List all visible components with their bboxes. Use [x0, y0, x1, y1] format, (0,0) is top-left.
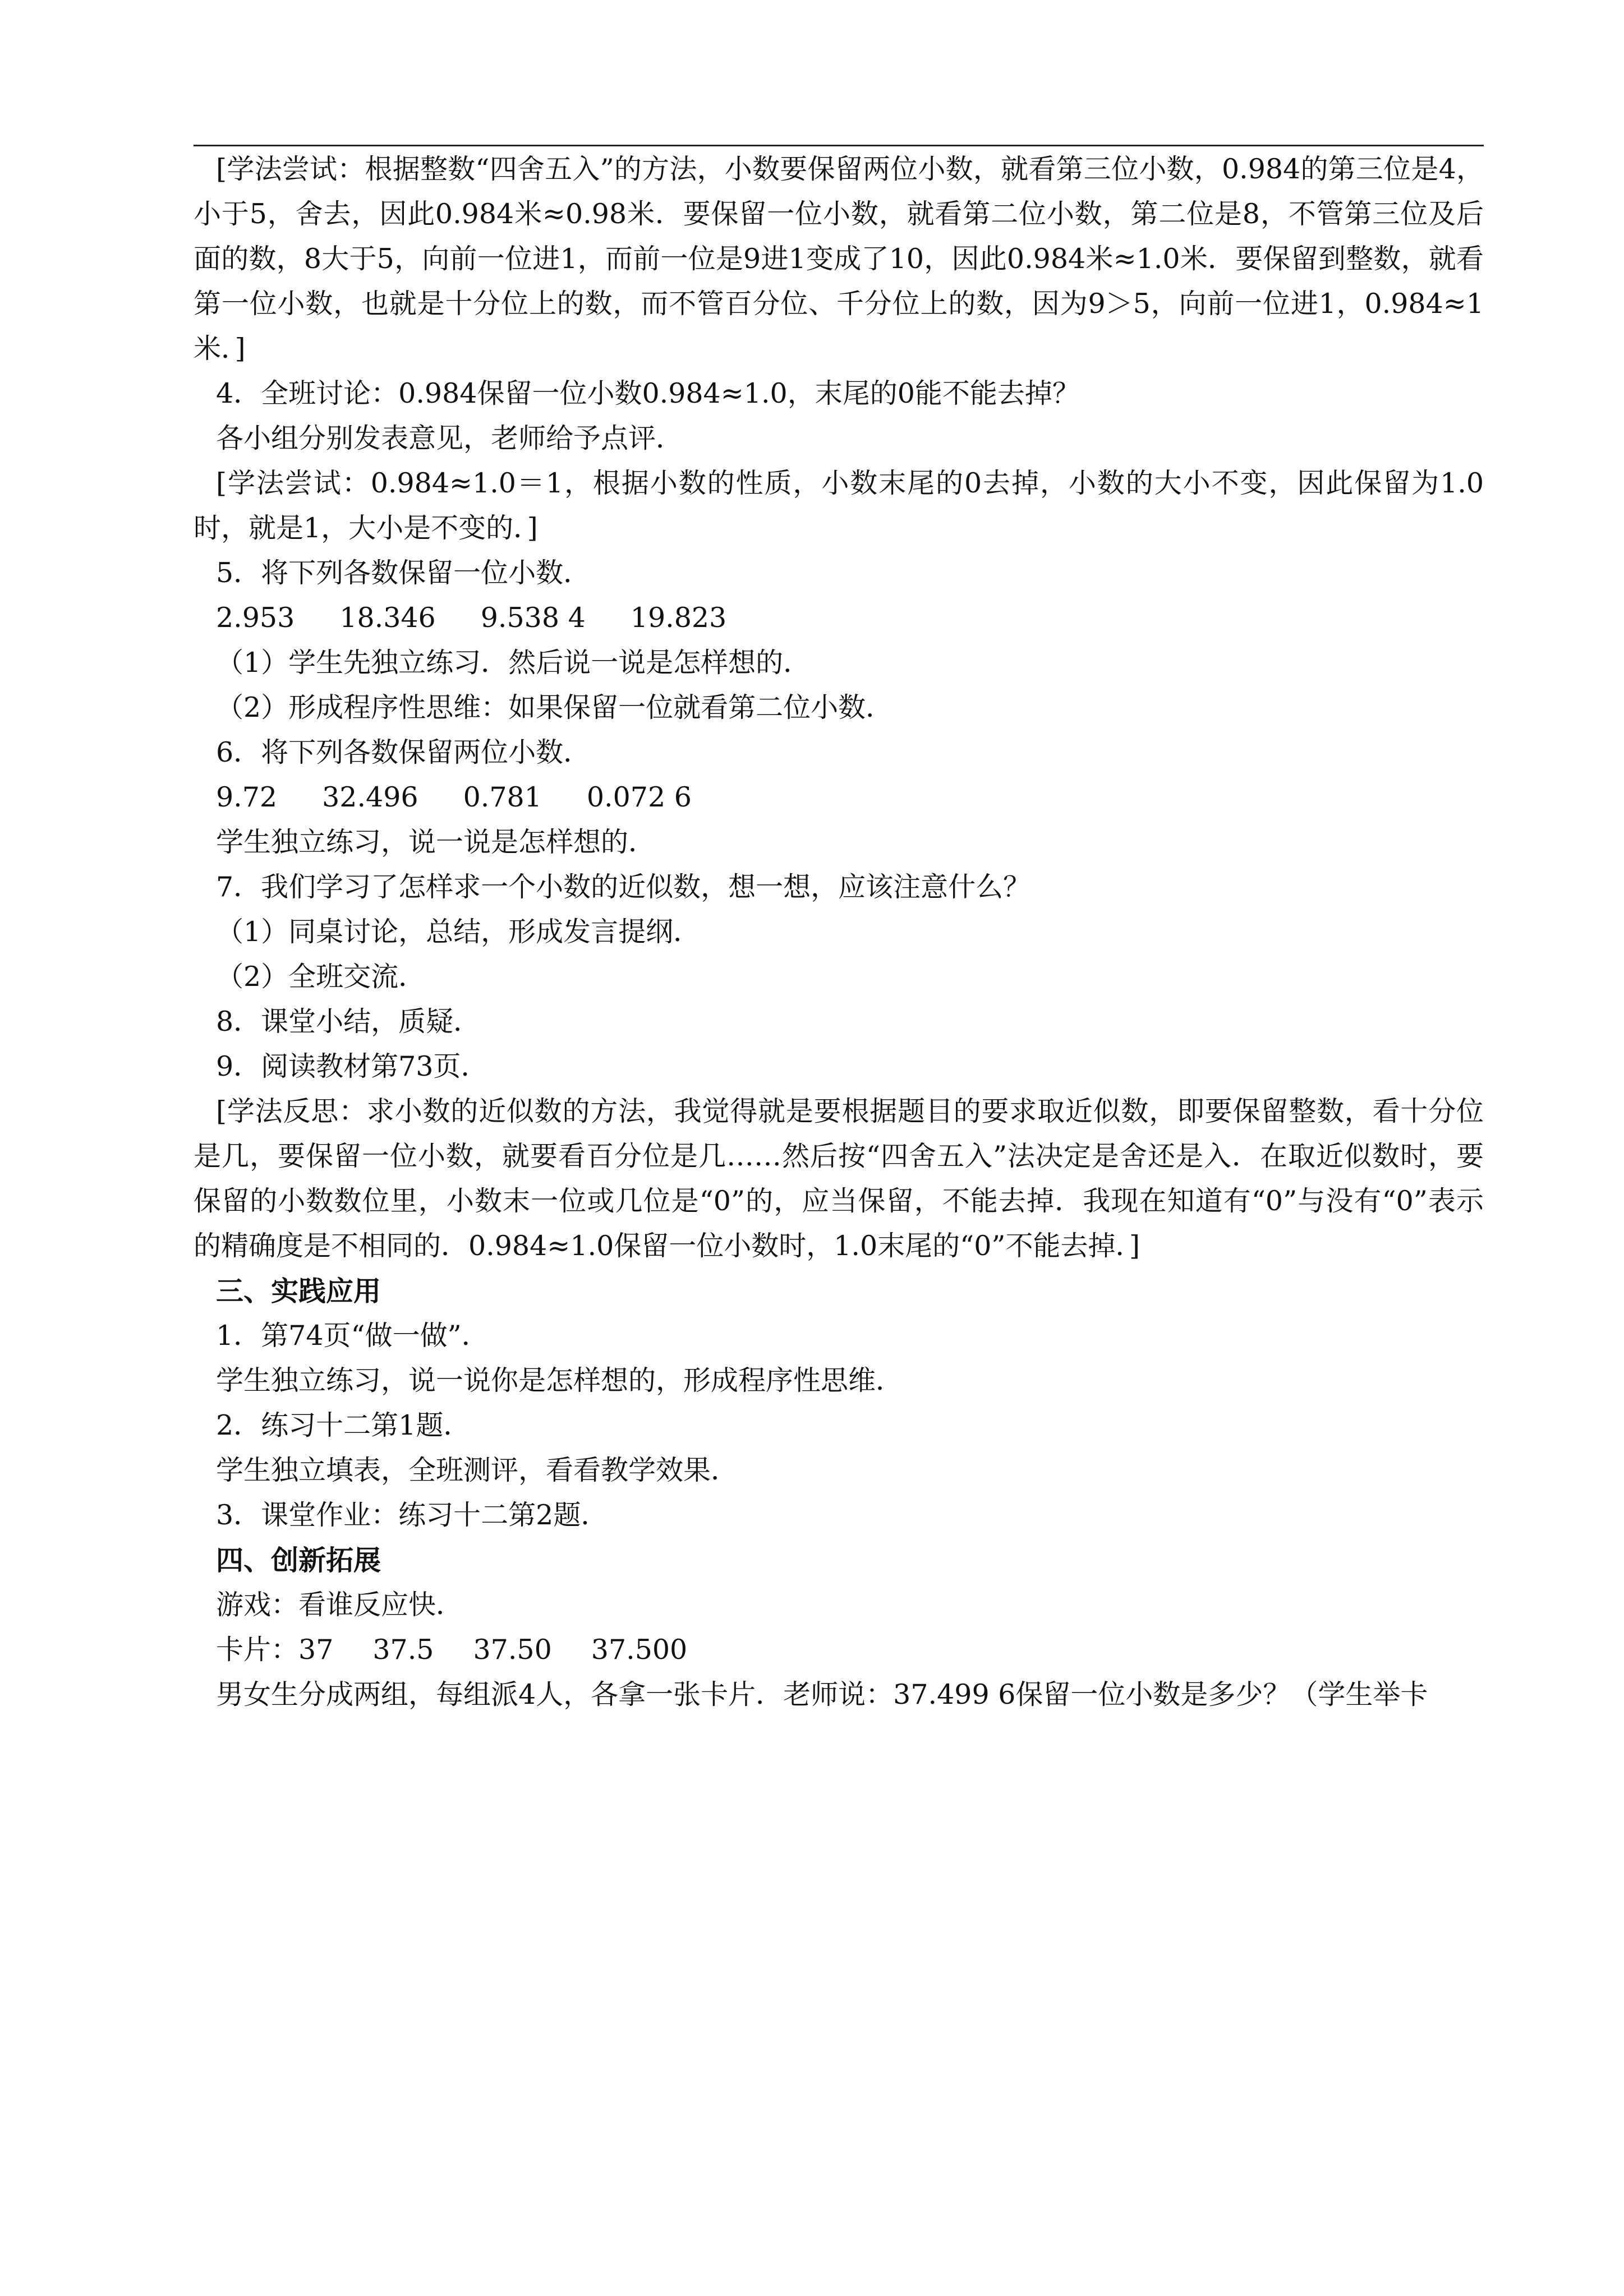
number-item: 9.72: [216, 781, 278, 813]
number-item: 37: [298, 1634, 334, 1666]
paragraph: 7．我们学习了怎样求一个小数的近似数，想一想，应该注意什么？: [216, 871, 1031, 903]
paragraph: 6．将下列各数保留两位小数．: [216, 736, 591, 768]
number-item: 37.50: [473, 1634, 552, 1666]
paragraph: 1．第74页“做一做”．: [216, 1320, 489, 1352]
header-rule: [194, 145, 1484, 146]
paragraph: [学法尝试：根据整数“四舍五入”的方法，小数要保留两位小数，就看第三位小数，0.984的第三位是4，小于5，舍去，因此0.984米≈0.98米．要保留一位小数，就看第二位小数，第二位是8，不管第三位及后面的数，8大于5，向前一位进1，而前一位是9进1变成了10，因此0.984米≈1.0米．要保留到整数，就看第一位小数，也就是十分位上的数，而不管百分位、千分位上的数，因为9＞5，向前一位进1，0.984≈1米．]: [194, 153, 1484, 365]
paragraph: （2）全班交流．: [216, 961, 426, 993]
number-list: [194, 775, 1484, 820]
number-item: 9.538 4: [480, 602, 586, 634]
document-body: [194, 147, 1484, 1717]
number-item: 37.500: [591, 1634, 688, 1666]
number-item: 0.781: [463, 781, 542, 813]
section-heading: 四、创新拓展: [216, 1544, 381, 1576]
paragraph: 学生独立练习，说一说你是怎样想的，形成程序性思维．: [216, 1364, 904, 1396]
number-list: [194, 596, 1484, 640]
paragraph: （2）形成程序性思维：如果保留一位就看第二位小数．: [216, 691, 894, 723]
paragraph: 各小组分别发表意见，老师给予点评．: [216, 422, 684, 454]
paragraph: （1）学生先独立练习．然后说一说是怎样想的．: [216, 647, 811, 679]
number-item: 37.5: [372, 1634, 434, 1666]
number-item: 32.496: [322, 781, 418, 813]
number-item: 2.953: [216, 602, 295, 634]
paragraph: 4．全班讨论：0.984保留一位小数0.984≈1.0，末尾的0能不能去掉？: [216, 377, 1080, 409]
paragraph: 5．将下列各数保留一位小数．: [216, 557, 591, 589]
paragraph: 3．课堂作业：练习十二第2题．: [216, 1499, 609, 1531]
number-list: [194, 1628, 1484, 1672]
paragraph: 学生独立练习，说一说是怎样想的．: [216, 826, 656, 858]
paragraph: 男女生分成两组，每组派4人，各拿一张卡片．老师说：37.499 6保留一位小数是多少？（学生举卡: [216, 1679, 1428, 1711]
paragraph: 9．阅读教材第73页．: [216, 1050, 489, 1082]
paragraph: [学法尝试：0.984≈1.0＝1，根据小数的性质，小数末尾的0去掉，小数的大小不变，因此保留为1.0时，就是1，大小是不变的．]: [194, 467, 1484, 544]
paragraph: 2．练习十二第1题．: [216, 1409, 471, 1441]
number-item: 18.346: [339, 602, 436, 634]
paragraph: 8．课堂小结，质疑．: [216, 1006, 481, 1038]
paragraph: [学法反思：求小数的近似数的方法，我觉得就是要根据题目的要求取近似数，即要保留整数，看十分位是几，要保留一位小数，就要看百分位是几……然后按“四舍五入”法决定是舍还是入．在取近似数时，要保留的小数数位里，小数末一位或几位是“0”的，应当保留，不能去掉．我现在知道有“0”与没有“0”表示的精确度是不相同的．0.984≈1.0保留一位小数时，1.0末尾的“0”不能去掉．]: [194, 1095, 1484, 1262]
section-heading: 三、实践应用: [216, 1275, 381, 1307]
number-item: 19.823: [630, 602, 727, 634]
number-list-label: 卡片：: [216, 1634, 299, 1666]
number-item: 0.072 6: [586, 781, 692, 813]
paragraph: 游戏：看谁反应快．: [216, 1589, 464, 1621]
paragraph: 学生独立填表，全班测评，看看教学效果．: [216, 1454, 739, 1486]
paragraph: （1）同桌讨论，总结，形成发言提纲．: [216, 916, 701, 948]
